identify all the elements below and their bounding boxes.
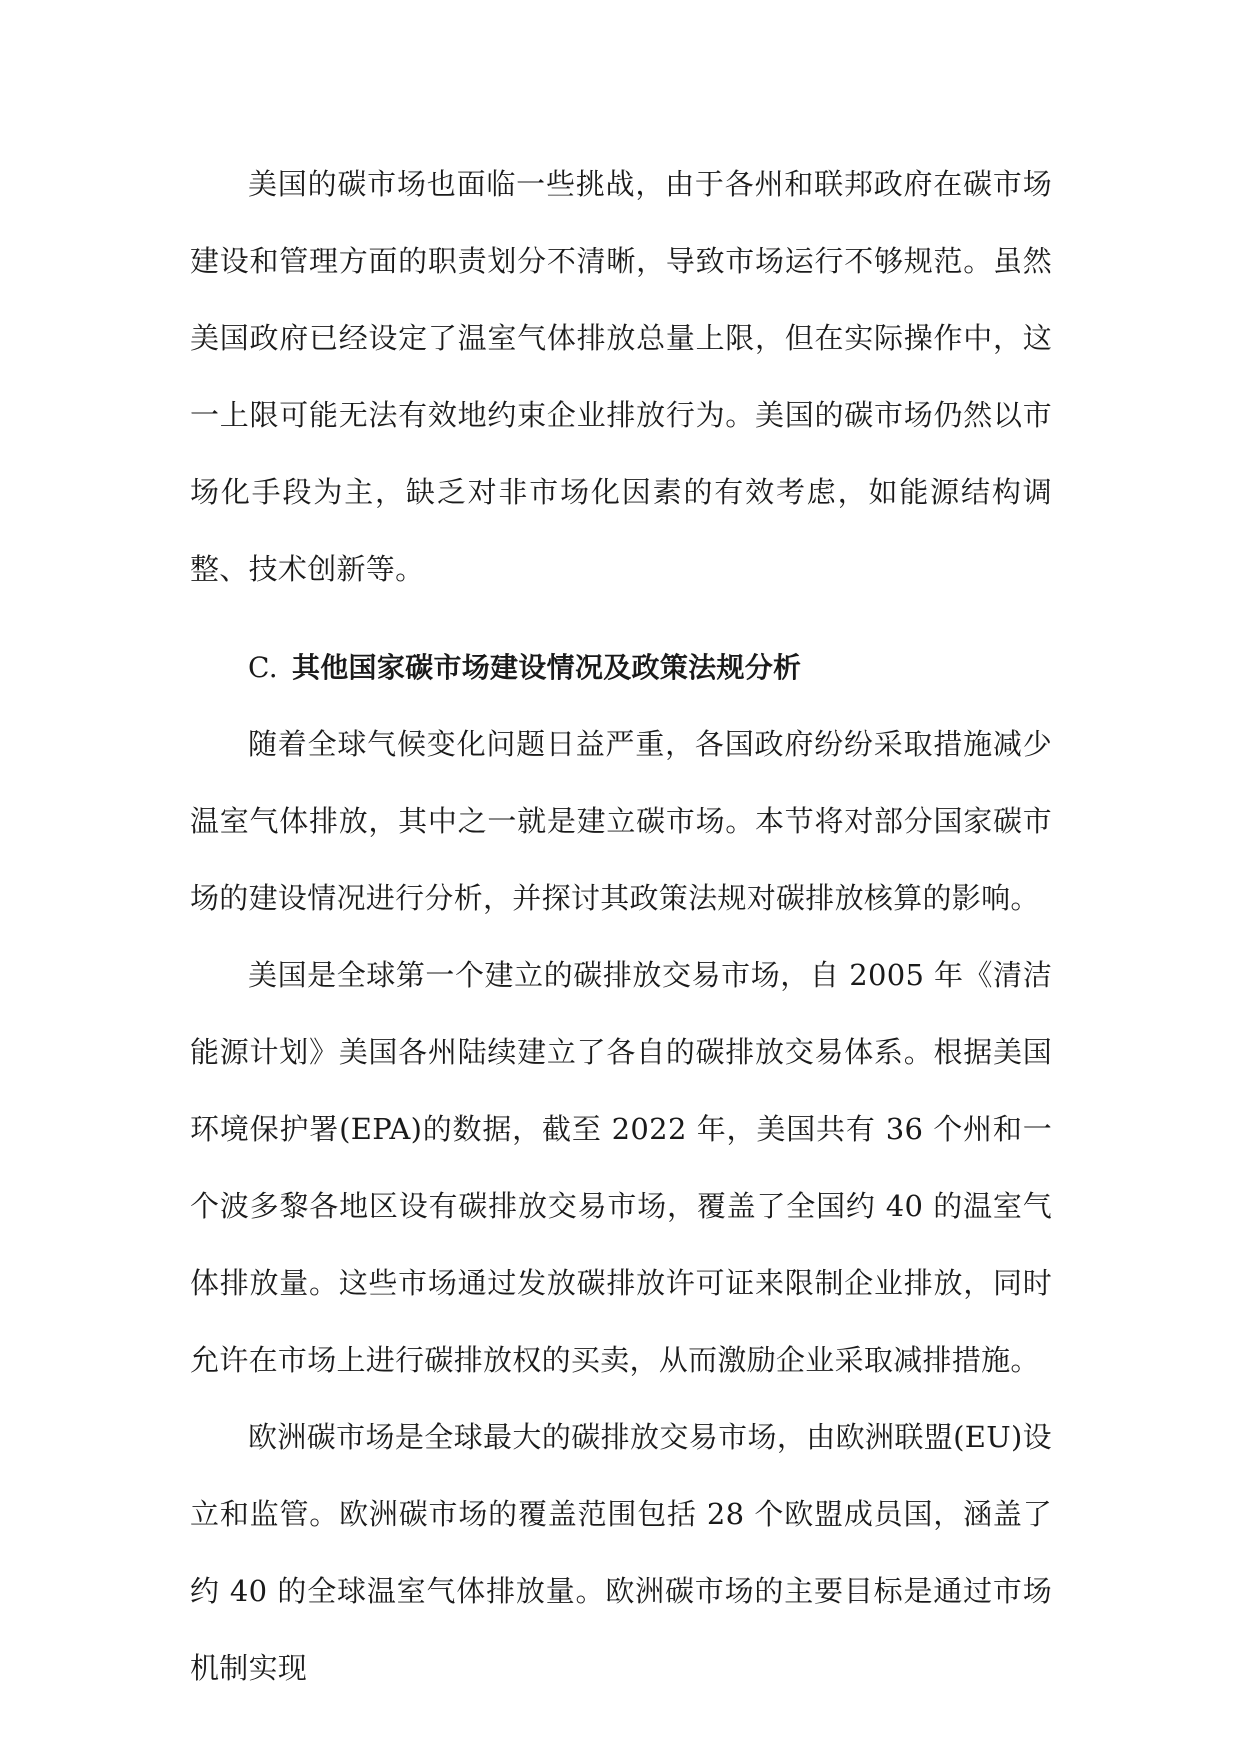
section-label: C.: [248, 651, 278, 684]
paragraph-us-challenges: 美国的碳市场也面临一些挑战，由于各州和联邦政府在碳市场建设和管理方面的职责划分不清晰，导致市场运行不够规范。虽然美国政府已经设定了温室气体排放总量上限，但在实际操作中，这一上限可能无法有效地约束企业排放行为。美国的碳市场仍然以市场化手段为主，缺乏对非市场化因素的有效考虑，如能源结构调整、技术创新等。: [190, 167, 1052, 586]
paragraph-intro: 随着全球气候变化问题日益严重，各国政府纷纷采取措施减少温室气体排放，其中之一就是建立碳市场。本节将对部分国家碳市场的建设情况进行分析，并探讨其政策法规对碳排放核算的影响。: [190, 727, 1052, 915]
section-spacer: [190, 608, 1052, 629]
page-content: [190, 146, 1052, 1707]
paragraph-eu-market: 欧洲碳市场是全球最大的碳排放交易市场，由欧洲联盟(EU)设立和监管。欧洲碳市场的覆盖范围包括 28 个欧盟成员国，涵盖了约 40 的全球温室气体排放量。欧洲碳市场的主要目标是通过市场机制实现: [190, 1420, 1052, 1685]
paragraph-us-market: 美国是全球第一个建立的碳排放交易市场，自 2005 年《清洁能源计划》美国各州陆续建立了各自的碳排放交易体系。根据美国环境保护署(EPA)的数据，截至 2022 年，美国共有 36 个州和一个波多黎各地区设有碳排放交易市场，覆盖了全国约 40 的温室气体排放量。这些市场通过发放碳排放许可证来限制企业排放，同时允许在市场上进行碳排放权的买卖，从而激励企业采取减排措施。: [190, 958, 1052, 1377]
section-title: 其他国家碳市场建设情况及政策法规分析: [291, 651, 802, 684]
section-heading: [190, 629, 1052, 706]
